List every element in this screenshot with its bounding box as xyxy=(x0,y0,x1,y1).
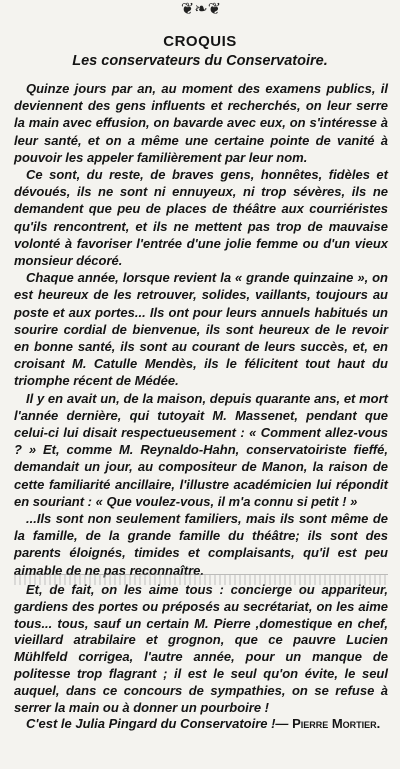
fleuron-ornament: ❦ ❧ ❦ xyxy=(180,1,220,18)
section-heading: CROQUIS xyxy=(163,33,237,50)
paragraph: Et, de fait, on les aime tous : concierge ou appariteur, gardiens des portes ou préposés au secrétariat, on les aime tous... tous, sauf un certain M. Pierre ,domestique en chef, vieillard atrabilaire et grognon, que ce pauvre Lucien Mühlfeld corrigea, l'autre année, pour un manque de politesse trop flagrant ; il est le seul qu'on évite, le seul auquel, dans ce concours de sympathies, on se refuse à serrer la main ou à donner un pourboire ! xyxy=(14,582,388,715)
paragraph: Quinze jours par an, au moment des examens publics, il deviennent des gens influents et recherchés, on leur serre la main avec effusion, on bavarde avec eux, on s'intéresse à leur santé, et on a même une certaine pointe de vanité à pouvoir les appeler familièrement par leur nom. xyxy=(14,81,388,165)
closing-line: C'est le Julia Pingard du Conservatoire !— xyxy=(26,716,289,732)
paragraph: Il y en avait un, de la maison, depuis quarante ans, et mort l'année dernière, qui tutoyait M. Massenet, pendant que celui-ci lui disait respectueusement : « Comment allez-vous ? » Et, comme M. Reynaldo-Hahn, conservatoiriste fieffé, demandait un jour, au compositeur de Manon, la raison de cette familiarité ancillaire, l'illustre académicien lui répondit en souriant : « Que voulez-vous, il m'a connu si petit ! » xyxy=(14,390,388,509)
closing-paragraph xyxy=(14,716,388,733)
article-title: Les conservateurs du Conservatoire. xyxy=(72,53,328,69)
article-body xyxy=(14,80,388,579)
article-body-continued xyxy=(14,582,388,733)
author-signature: Pierre Mortier. xyxy=(292,716,381,732)
paragraph: Ce sont, du reste, de braves gens, honnêtes, fidèles et dévoués, ils ne sont ni ennuyeux, ni trop sévères, ils ne demandent que peu de places de théâtre aux courriéristes qu'ils rencontrent, et ils ne mettent pas trop de mauvaise volonté à favoriser l'entrée d'une jolie femme ou d'un vieux monsieur décoré. xyxy=(14,167,388,269)
paragraph: Chaque année, lorsque revient la « grande quinzaine », on est heureux de les retrouver, solides, vaillants, toujours au poste et aux portes... Ils ont pour leurs annuels habitués un sourire cordial de bienvenue, ils sont heureux de le revoir en bonne santé, ils sont au courant de leurs succès, et, en croisant M. Catulle Mendès, ils le félicitent tout haut du triomphe récent de Médée. xyxy=(14,270,388,389)
paragraph: ...Ils sont non seulement familiers, mais ils sont même de la famille, de la grande famille du théâtre; ils sont des parents éloignés, timides et complaisants, qu'il est peu aimable de ne pas reconnaître. xyxy=(14,511,388,578)
